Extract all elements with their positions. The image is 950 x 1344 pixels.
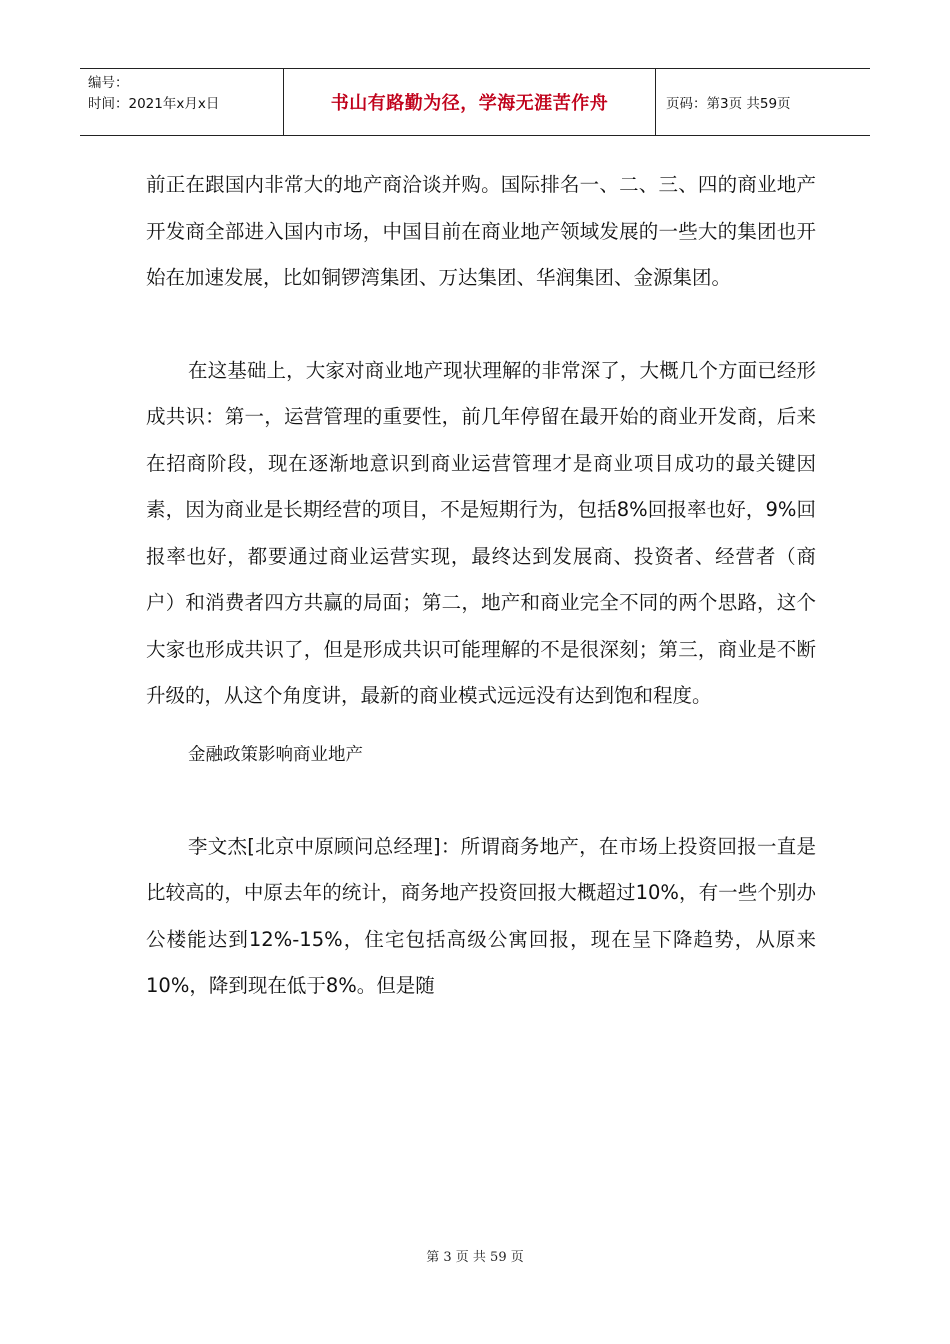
footer-page-number: 第 3 页 共 59 页 bbox=[426, 1250, 524, 1265]
document-number-label: 编号： bbox=[88, 75, 129, 91]
paragraph-spacer bbox=[146, 778, 816, 824]
header-page-info bbox=[656, 69, 870, 135]
document-time-label: 时间：2021年x月x日 bbox=[88, 96, 220, 112]
page-footer bbox=[0, 1246, 950, 1265]
motto-text: 书山有路勤为径，学海无涯苦作舟 bbox=[330, 93, 609, 114]
paragraph-3: 李文杰[北京中原顾问总经理]：所谓商务地产，在市场上投资回报一直是比较高的，中原去年的统计，商务地产投资回报大概超过10%，有一些个别办公楼能达到12%-15%，住宅包括高级公寓回报，现在呈下降趋势，从原来10%，降到现在低于8%。但是随 bbox=[146, 834, 816, 997]
page-info-text: 页码：第3页 共59页 bbox=[666, 96, 791, 112]
document-body bbox=[146, 162, 816, 1010]
header-meta bbox=[80, 69, 283, 135]
paragraph-spacer bbox=[146, 302, 816, 348]
header-motto bbox=[283, 69, 656, 135]
section-heading: 金融政策影响商业地产 bbox=[188, 744, 363, 765]
paragraph-2: 在这基础上，大家对商业地产现状理解的非常深了，大概几个方面已经形成共识：第一，运营管理的重要性，前几年停留在最开始的商业开发商，后来在招商阶段，现在逐渐地意识到商业运营管理才是商业项目成功的最关键因素，因为商业是长期经营的项目，不是短期行为，包括8%回报率也好，9%回报率也好，都要通过商业运营实现，最终达到发展商、投资者、经营者（商户）和消费者四方共赢的局面；第二，地产和商业完全不同的两个思路，这个大家也形成共识了，但是形成共识可能理解的不是很深刻；第三，商业是不断升级的，从这个角度讲，最新的商业模式远远没有达到饱和程度。 bbox=[146, 358, 816, 707]
page-header bbox=[80, 68, 870, 136]
paragraph-spacer bbox=[146, 720, 816, 732]
paragraph-1: 前正在跟国内非常大的地产商洽谈并购。国际排名一、二、三、四的商业地产开发商全部进入国内市场，中国目前在商业地产领域发展的一些大的集团也开始在加速发展，比如铜锣湾集团、万达集团、华润集团、金源集团。 bbox=[146, 173, 816, 289]
